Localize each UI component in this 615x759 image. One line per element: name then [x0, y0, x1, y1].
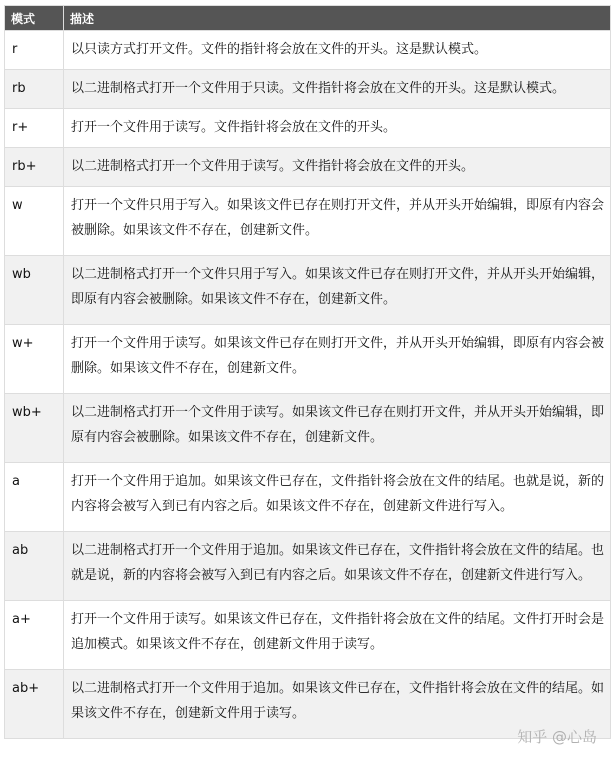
mode-cell: rb+	[5, 148, 64, 187]
table-row	[5, 325, 611, 394]
mode-cell: a+	[5, 601, 64, 670]
description-cell: 以二进制格式打开一个文件用于追加。如果该文件已存在，文件指针将会放在文件的结尾。如果该文件不存在，创建新文件用于读写。	[64, 670, 611, 739]
description-cell: 以二进制格式打开一个文件只用于写入。如果该文件已存在则打开文件，并从开头开始编辑，即原有内容会被删除。如果该文件不存在，创建新文件。	[64, 256, 611, 325]
table-row	[5, 187, 611, 256]
mode-cell: ab+	[5, 670, 64, 739]
description-cell: 以二进制格式打开一个文件用于追加。如果该文件已存在，文件指针将会放在文件的结尾。也就是说，新的内容将会被写入到已有内容之后。如果该文件不存在，创建新文件进行写入。	[64, 532, 611, 601]
header-mode: 模式	[5, 6, 64, 31]
table-header-row	[5, 6, 611, 31]
description-cell: 打开一个文件只用于写入。如果该文件已存在则打开文件，并从开头开始编辑，即原有内容会被删除。如果该文件不存在，创建新文件。	[64, 187, 611, 256]
table-row	[5, 394, 611, 463]
mode-cell: w	[5, 187, 64, 256]
table-row	[5, 109, 611, 148]
description-cell: 打开一个文件用于读写。如果该文件已存在则打开文件，并从开头开始编辑，即原有内容会被删除。如果该文件不存在，创建新文件。	[64, 325, 611, 394]
description-cell: 打开一个文件用于读写。如果该文件已存在，文件指针将会放在文件的结尾。文件打开时会是追加模式。如果该文件不存在，创建新文件用于读写。	[64, 601, 611, 670]
mode-cell: ab	[5, 532, 64, 601]
table-row	[5, 256, 611, 325]
table-row	[5, 463, 611, 532]
mode-cell: wb+	[5, 394, 64, 463]
table-row	[5, 31, 611, 70]
table-row	[5, 532, 611, 601]
description-cell: 打开一个文件用于追加。如果该文件已存在，文件指针将会放在文件的结尾。也就是说，新的内容将会被写入到已有内容之后。如果该文件不存在，创建新文件进行写入。	[64, 463, 611, 532]
description-cell: 以只读方式打开文件。文件的指针将会放在文件的开头。这是默认模式。	[64, 31, 611, 70]
mode-cell: a	[5, 463, 64, 532]
mode-cell: wb	[5, 256, 64, 325]
file-mode-table	[4, 5, 611, 739]
description-cell: 以二进制格式打开一个文件用于只读。文件指针将会放在文件的开头。这是默认模式。	[64, 70, 611, 109]
description-cell: 打开一个文件用于读写。文件指针将会放在文件的开头。	[64, 109, 611, 148]
mode-cell: rb	[5, 70, 64, 109]
mode-cell: r+	[5, 109, 64, 148]
description-cell: 以二进制格式打开一个文件用于读写。文件指针将会放在文件的开头。	[64, 148, 611, 187]
table-row	[5, 70, 611, 109]
table-row	[5, 601, 611, 670]
description-cell: 以二进制格式打开一个文件用于读写。如果该文件已存在则打开文件，并从开头开始编辑，即原有内容会被删除。如果该文件不存在，创建新文件。	[64, 394, 611, 463]
zhihu-watermark: 知乎 @心岛	[517, 728, 597, 746]
mode-cell: r	[5, 31, 64, 70]
header-description: 描述	[64, 6, 611, 31]
table-row	[5, 148, 611, 187]
mode-cell: w+	[5, 325, 64, 394]
